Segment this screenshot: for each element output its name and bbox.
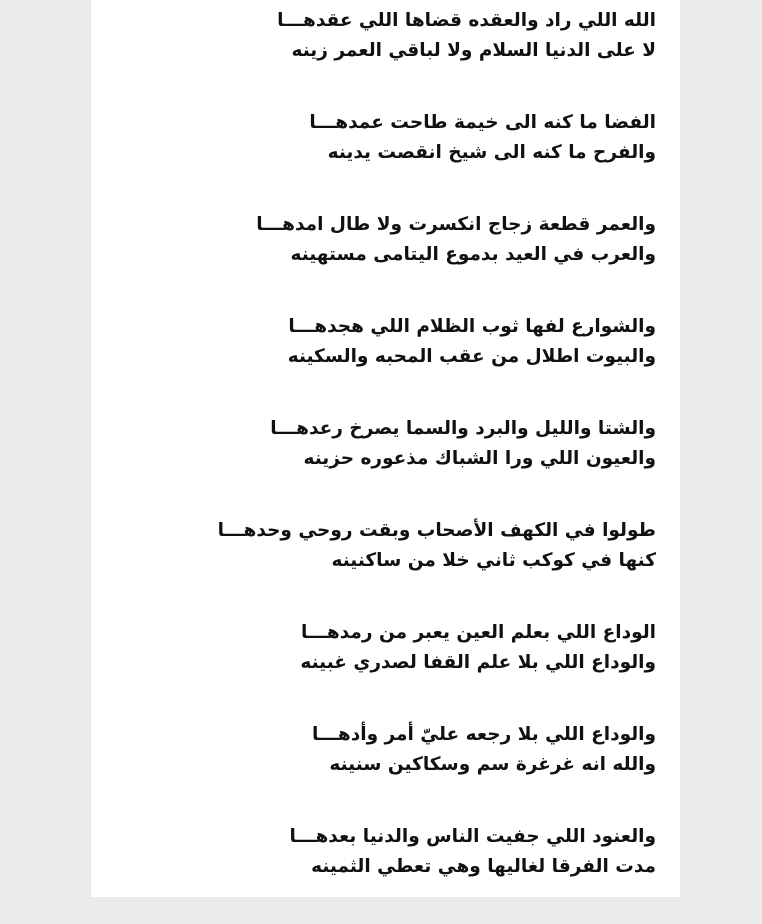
stanza-1 [96, 6, 656, 108]
stanza-3 [96, 210, 656, 312]
stanza-9 [96, 822, 656, 924]
stanza-6 [96, 516, 656, 618]
verse-line: والعمر قطعة زجاج انكسرت ولا طال امدهـــا [256, 214, 656, 235]
stanza-7 [96, 618, 656, 720]
verse-line: والفرح ما كنه الى شيخ انقصت يدينه [327, 142, 656, 163]
verse-line: الفضا ما كنه الى خيمة طاحت عمدهـــا [309, 112, 656, 133]
stanza-2 [96, 108, 656, 210]
stanza-5 [96, 414, 656, 516]
verse-line: لا على الدنيا السلام ولا لباقي العمر زينه [291, 40, 656, 61]
verse-line: والشوارع لفها ثوب الظلام اللي هجدهـــا [288, 316, 656, 337]
verse-line: والوداع اللي بلا رجعه عليّ أمر وأدهـــا [312, 724, 656, 745]
verse-line: والوداع اللي بلا علم القفا لصدري غبينه [300, 652, 656, 673]
verse-line: والله انه غرغرة سم وسكاكين سنينه [329, 754, 656, 775]
poem-text [96, 6, 656, 924]
verse-line: مدت الفرقا لغاليها وهي تعطي الثمينه [311, 856, 656, 877]
verse-line: الوداع اللي بعلم العين يعبر من رمدهـــا [300, 622, 656, 643]
verse-line: والعنود اللي جفيت الناس والدنيا بعدهـــا [289, 826, 656, 847]
verse-line: والعيون اللي ورا الشباك مذعوره حزينه [303, 448, 656, 469]
verse-line: والشتا والليل والبرد والسما يصرخ رعدهـــا [270, 418, 656, 439]
verse-line: والبيوت اطلال من عقب المحبه والسكينه [287, 346, 656, 367]
stanza-4 [96, 312, 656, 414]
verse-line: والعرب في العيد بدموع اليتامى مستهينه [290, 244, 656, 265]
verse-line: الله اللي راد والعقده قضاها اللي عقدهـــا [277, 10, 656, 31]
poem-page [91, 0, 680, 897]
verse-line: طولوا في الكهف الأصحاب وبقت روحي وحدهـــا [217, 520, 656, 541]
verse-line: كنها في كوكب ثاني خلا من ساكنينه [331, 550, 656, 571]
stanza-8 [96, 720, 656, 822]
